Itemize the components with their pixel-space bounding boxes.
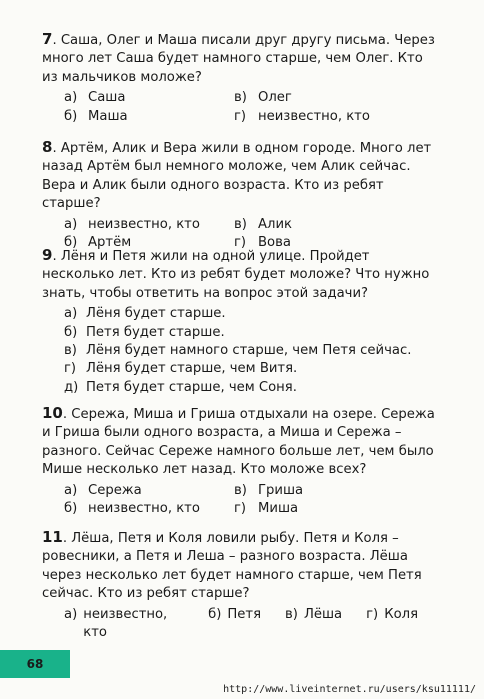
option-label: а)	[64, 482, 78, 498]
option-label: в)	[285, 606, 298, 622]
option-label: б)	[208, 606, 222, 622]
option-value: Гриша	[258, 482, 304, 498]
option-label: в)	[234, 216, 247, 232]
option-value: Лёша	[303, 606, 343, 622]
question-number: 7	[42, 30, 53, 48]
option-label: б)	[64, 501, 78, 517]
option-value: неизвестно, кто	[88, 216, 200, 232]
answer-options	[64, 89, 442, 126]
question-8	[42, 138, 442, 252]
option-label: б)	[64, 324, 78, 340]
option-item	[208, 606, 261, 643]
option-item	[64, 606, 184, 643]
page-number-badge	[0, 650, 70, 678]
option-label: в)	[234, 482, 247, 498]
option-label: д)	[64, 379, 79, 395]
option-label: г)	[64, 361, 77, 377]
option-label: в)	[234, 90, 247, 106]
option-row	[64, 342, 442, 360]
option-label: б)	[64, 108, 78, 124]
question-text: 9. Лёня и Петя жили на одной улице. Пройдет несколько лет. Кто из ребят будет моложе? Что нужно знать, чтобы ответить на вопрос этой задачи?	[42, 246, 430, 301]
option-value: Лёня будет старше.	[86, 306, 226, 322]
answer-options	[64, 606, 442, 643]
option-label: г)	[366, 606, 379, 622]
option-value: Лёня будет намного старше, чем Петя сейчас.	[86, 343, 412, 359]
option-row	[64, 305, 442, 323]
option-label: г)	[234, 501, 247, 517]
question-7	[42, 30, 442, 126]
option-row	[64, 324, 442, 342]
page-number: 68	[26, 657, 44, 671]
option-label: в)	[64, 343, 77, 359]
option-label: а)	[64, 306, 78, 322]
question-number: 8	[42, 138, 53, 156]
option-row	[64, 379, 442, 397]
option-value: Вова	[258, 235, 291, 251]
option-label: г)	[234, 235, 247, 251]
option-value: Миша	[258, 501, 299, 517]
option-value: неизвестно, кто	[258, 108, 370, 124]
question-number: 10	[42, 404, 63, 422]
question-11	[42, 528, 442, 642]
question-number: 11	[42, 528, 63, 546]
option-value: неизвестно, кто	[83, 606, 168, 641]
question-9	[42, 246, 442, 397]
option-item	[285, 606, 342, 643]
option-label: б)	[64, 235, 78, 251]
option-label: а)	[64, 606, 78, 622]
option-row	[64, 360, 442, 378]
option-value: Лёня будет старше, чем Витя.	[86, 361, 298, 377]
option-value: Артём	[88, 235, 132, 251]
option-value: Маша	[88, 108, 128, 124]
question-text: 8. Артём, Алик и Вера жили в одном городе. Много лет назад Артём был немного моложе, чем Алик сейчас. Вера и Алик были одного возраста. Кто из ребят старше?	[42, 138, 432, 212]
option-value: Саша	[88, 90, 126, 106]
source-url[interactable]: http://www.liveinternet.ru/users/ksu11111/	[223, 684, 476, 695]
option-value: Петя будет старше.	[86, 324, 225, 340]
option-value: Алик	[258, 216, 292, 232]
question-number: 9	[42, 246, 53, 264]
option-label: а)	[64, 216, 78, 232]
option-item	[366, 606, 418, 643]
option-value: Коля	[384, 606, 418, 622]
question-text: 10. Сережа, Миша и Гриша отдыхали на озере. Сережа и Гриша были одного возраста, а Миша и Сережа – разного. Сейчас Сереже намного больше лет, чем было Мише несколько лет назад. Кто моложе всех?	[42, 404, 435, 478]
option-value: Петя	[227, 606, 262, 622]
option-label: г)	[234, 108, 247, 124]
question-text: 7. Саша, Олег и Маша писали друг другу письма. Через много лет Саша будет намного старше, чем Олег. Кто из мальчиков моложе?	[42, 30, 435, 85]
option-value: Петя будет старше, чем Соня.	[86, 379, 297, 395]
option-value: неизвестно, кто	[88, 501, 200, 517]
question-text: 11. Лёша, Петя и Коля ловили рыбу. Петя и Коля – ровесники, а Петя и Леша – разного возраста. Лёша через несколько лет будет намного старше, чем Петя сейчас. Кто из ребят старше?	[42, 528, 422, 602]
answer-options	[64, 305, 442, 397]
answer-options	[64, 482, 442, 519]
question-10	[42, 404, 442, 518]
option-value: Сережа	[88, 482, 142, 498]
option-value: Олег	[258, 90, 292, 106]
option-label: а)	[64, 90, 78, 106]
